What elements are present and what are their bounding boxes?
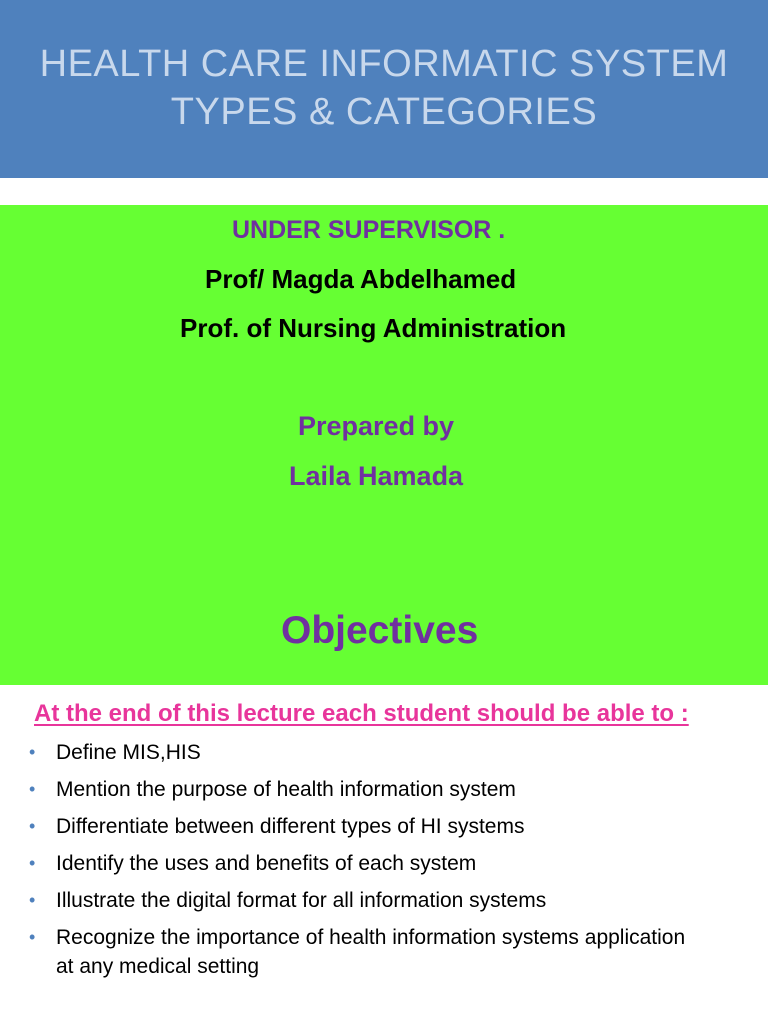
bullet-icon: • <box>29 890 36 910</box>
objectives-intro: At the end of this lecture each student should be able to : <box>34 700 689 727</box>
objective-item <box>0 775 696 804</box>
objective-text: Recognize the importance of health information systems application at any medical setting <box>56 926 686 978</box>
title-banner <box>0 0 768 178</box>
objective-item <box>0 738 696 767</box>
preparer-name: Laila Hamada <box>289 461 464 491</box>
supervisor-name: Prof/ Magda Abdelhamed <box>205 264 517 294</box>
objective-item <box>0 849 696 878</box>
objective-text: Illustrate the digital format for all information systems <box>56 889 547 912</box>
objectives-list <box>0 738 696 989</box>
title-line-2: TYPES & CATEGORIES <box>170 91 598 133</box>
objective-item <box>0 886 696 915</box>
objectives-heading: Objectives <box>281 609 479 652</box>
info-panel <box>0 205 768 685</box>
supervisor-label: UNDER SUPERVISOR . <box>232 216 506 244</box>
objective-text: Identify the uses and benefits of each system <box>56 852 477 875</box>
objective-item <box>0 923 696 981</box>
objective-text: Define MIS,HIS <box>56 741 201 764</box>
supervisor-position: Prof. of Nursing Administration <box>180 313 567 343</box>
objective-text: Differentiate between different types of HI systems <box>56 815 525 838</box>
bullet-icon: • <box>29 742 36 762</box>
objective-text: Mention the purpose of health information system <box>56 778 516 801</box>
title-line-1: HEALTH CARE INFORMATIC SYSTEM <box>39 43 729 85</box>
bullet-icon: • <box>29 853 36 873</box>
bullet-icon: • <box>29 779 36 799</box>
prepared-by-label: Prepared by <box>298 411 455 441</box>
objective-item <box>0 812 696 841</box>
bullet-icon: • <box>29 927 36 947</box>
bullet-icon: • <box>29 816 36 836</box>
